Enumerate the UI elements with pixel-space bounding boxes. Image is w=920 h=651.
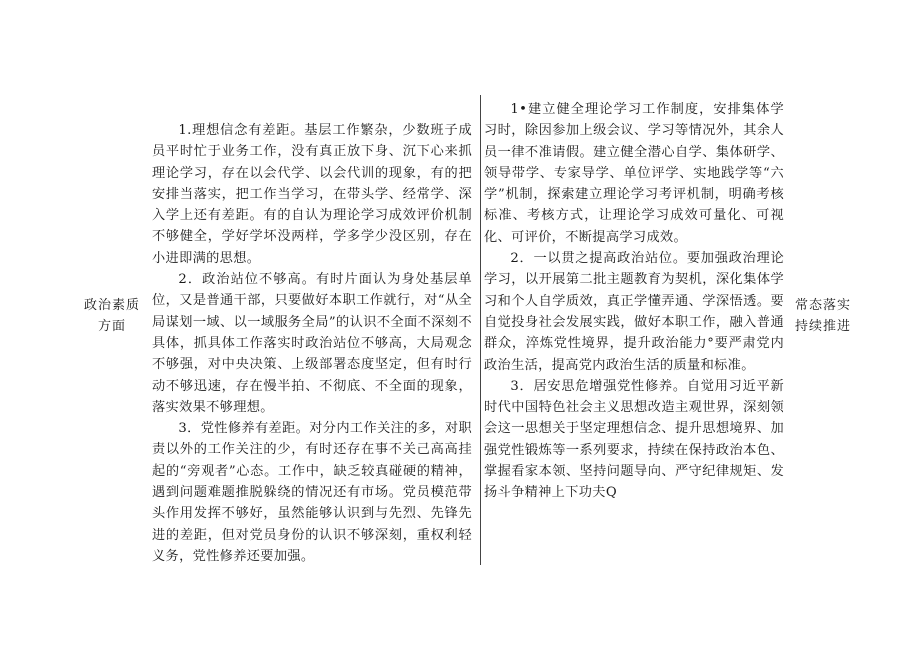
problem-paragraph-3: 3．党性修养有差距。对分内工作关注的多，对职责以外的工作关注的少，有时还存在事不关己高高挂起的“旁观者”心态。工作中，缺乏较真碰硬的精神，遇到问题难题推脱躲绕的情况还有市场。党员模范带头作用发挥不够好，虽然能够认识到与先烈、先锋先进的差距，但对党员身份的认识不够深刻，重权利轻义务，党性修养还要加强。 <box>152 421 472 564</box>
measure-paragraph-3: 3．居安思危增强党性修养。自觉用习近平新时代中国特色社会主义思想改造主观世界，深刻领会这一思想关于坚定理想信念、提升思想境界、加强党性锻炼等一系列要求，持续在保持政治本色、掌握看家本领、坚持问题导向、严守纪律规矩、发扬斗争精神上下功夫Q <box>484 378 784 501</box>
problems-column <box>152 120 472 567</box>
column-divider <box>480 95 481 565</box>
measure-paragraph-2: 2．一以贯之提高政治站位。要加强政治理论学习，以开展第二批主题教育为契机，深化集体学习和个人自学质效，真正学懂弄通、学深悟透。要自觉投身社会发展实践，做好本职工作，融入普通群众，淬炼党性境界，提升政治能力°要严肃党内政治生活，提高党内政治生活的质量和标准。 <box>484 251 784 373</box>
measure-type-label: 常态落实持续推进 <box>794 298 851 334</box>
measure-paragraph-1: 1•建立健全理论学习工作制度，安排集体学习时，除因参加上级会议、学习等情况外，其余人员一律不准请假。建立健全潜心自学、集体研学、领导带学、专家导学、单位评学、实地践学等“六学”机制，探索建立理论学习考评机制，明确考核标准、考核方式，让理论学习成效可量化、可视化、可评价，不断提高学习成效。 <box>484 102 784 245</box>
problem-paragraph-1: 1.理想信念有差距。基层工作繁杂，少数班子成员平时忙于业务工作，没有真正放下身、沉下心来抓理论学习，存在以会代学、以会代训的现象，有的把安排当落实，把工作当学习，在带头学、经常学、深入学上还有差距。有的自认为理论学习成效评价机制不够健全，学好学坏没两样，学多学少没区别，存在小进即满的思想。 <box>152 123 472 266</box>
measures-column <box>484 99 784 504</box>
category-label: 政治素质方面 <box>83 298 140 334</box>
problem-paragraph-2: 2．政治站位不够高。有时片面认为身处基层单位，又是普通干部，只要做好本职工作就行，对“从全局谋划一域、以一域服务全局”的认识不全面不深刻不具体，抓具体工作落实时政治站位不够高，大局观念不够强，对中央决策、上级部署态度坚定，但有时行动不够迅速，存在慢半拍、不彻底、不全面的现象，落实效果不够理想。 <box>152 272 472 415</box>
